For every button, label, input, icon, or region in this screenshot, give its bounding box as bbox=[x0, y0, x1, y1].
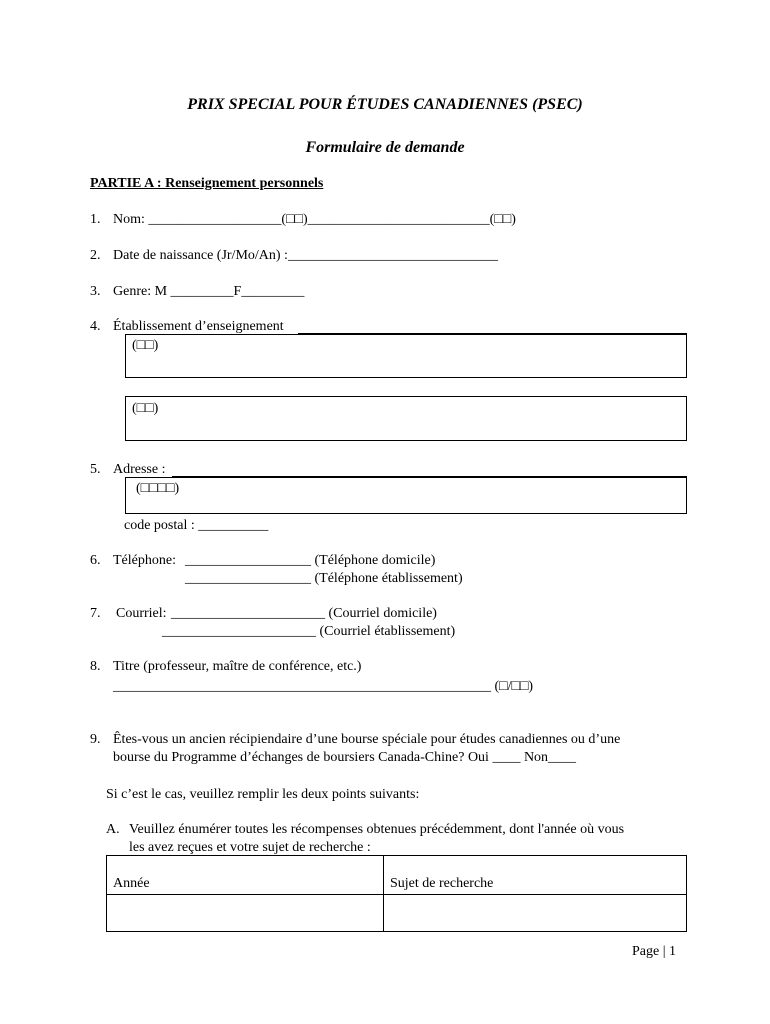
institution-box-1-label: (□□) bbox=[132, 338, 159, 353]
item-number: 9. bbox=[90, 732, 101, 747]
name-field-line[interactable]: Nom: ___________________(□□)__________________________(□□) bbox=[113, 212, 516, 227]
item-birthdate bbox=[90, 247, 498, 264]
birthdate-field-line[interactable]: Date de naissance (Jr/Mo/An) :______________________________ bbox=[113, 248, 498, 263]
email-home-line[interactable]: ______________________ (Courriel domicile) bbox=[171, 606, 437, 621]
item-number: 2. bbox=[90, 248, 101, 263]
item-number: 8. bbox=[90, 659, 101, 674]
page-number: Page | 1 bbox=[632, 944, 677, 959]
item-number: 3. bbox=[90, 284, 101, 299]
title-field-line[interactable]: ______________________________________________________ (□/□□) bbox=[113, 679, 534, 694]
item-name bbox=[90, 211, 516, 228]
item-title bbox=[90, 658, 361, 675]
year-cell[interactable] bbox=[107, 895, 384, 932]
item-email bbox=[90, 605, 167, 622]
institution-box-2-label: (□□) bbox=[132, 401, 159, 416]
previous-recipient-question: Êtes-vous un ancien récipiendaire d’une bourse spéciale pour études canadiennes ou d’une bbox=[113, 732, 621, 747]
item-number: 5. bbox=[90, 462, 101, 477]
form-subtitle: Formulaire de demande bbox=[305, 139, 465, 156]
table-header-row bbox=[107, 856, 687, 895]
part-a-heading: PARTIE A : Renseignement personnels bbox=[90, 176, 324, 191]
item-gender bbox=[90, 283, 304, 300]
table-row bbox=[107, 895, 687, 932]
item-a-line-2: les avez reçues et votre sujet de recherche : bbox=[129, 840, 371, 855]
phone-work-line[interactable]: __________________ (Téléphone établissement) bbox=[185, 571, 463, 586]
column-header-research-topic: Sujet de recherche bbox=[384, 856, 687, 895]
address-box[interactable] bbox=[125, 477, 687, 514]
item-number: 4. bbox=[90, 319, 101, 334]
form-title: PRIX SPECIAL POUR ÉTUDES CANADIENNES (PSEC) bbox=[187, 96, 583, 113]
item-number: 1. bbox=[90, 212, 101, 227]
institution-box-1[interactable] bbox=[125, 334, 687, 378]
address-box-label: (□□□□) bbox=[136, 481, 180, 496]
column-header-year: Année bbox=[107, 856, 384, 895]
item-institution bbox=[90, 318, 284, 335]
title-label: Titre (professeur, maître de conférence, etc.) bbox=[113, 659, 362, 674]
research-topic-cell[interactable] bbox=[384, 895, 687, 932]
phone-home-line[interactable]: __________________ (Téléphone domicile) bbox=[185, 553, 436, 568]
email-label: Courriel: bbox=[116, 606, 167, 621]
previous-recipient-answer[interactable]: bourse du Programme d’échanges de boursiers Canada-Chine? Oui ____ Non____ bbox=[113, 750, 577, 765]
postal-code-line[interactable]: code postal : __________ bbox=[124, 518, 269, 533]
item-previous-recipient bbox=[90, 731, 620, 748]
address-label: Adresse : bbox=[113, 462, 166, 477]
institution-box-2[interactable] bbox=[125, 396, 687, 441]
if-yes-instruction: Si c’est le cas, veuillez remplir les deux points suivants: bbox=[106, 787, 420, 802]
item-a-line-1: Veuillez énumérer toutes les récompenses obtenues précédemment, dont l'année où vous bbox=[129, 822, 625, 837]
item-letter: A. bbox=[106, 822, 120, 837]
phone-label: Téléphone: bbox=[113, 553, 176, 568]
item-phone bbox=[90, 552, 176, 569]
institution-label: Établissement d’enseignement bbox=[113, 319, 284, 334]
awards-table bbox=[106, 855, 687, 932]
gender-field-line[interactable]: Genre: M _________F_________ bbox=[113, 284, 305, 299]
item-address bbox=[90, 461, 166, 478]
email-work-line[interactable]: ______________________ (Courriel établissement) bbox=[162, 624, 456, 639]
item-number: 7. bbox=[90, 606, 101, 621]
item-a bbox=[106, 821, 624, 838]
item-number: 6. bbox=[90, 553, 101, 568]
